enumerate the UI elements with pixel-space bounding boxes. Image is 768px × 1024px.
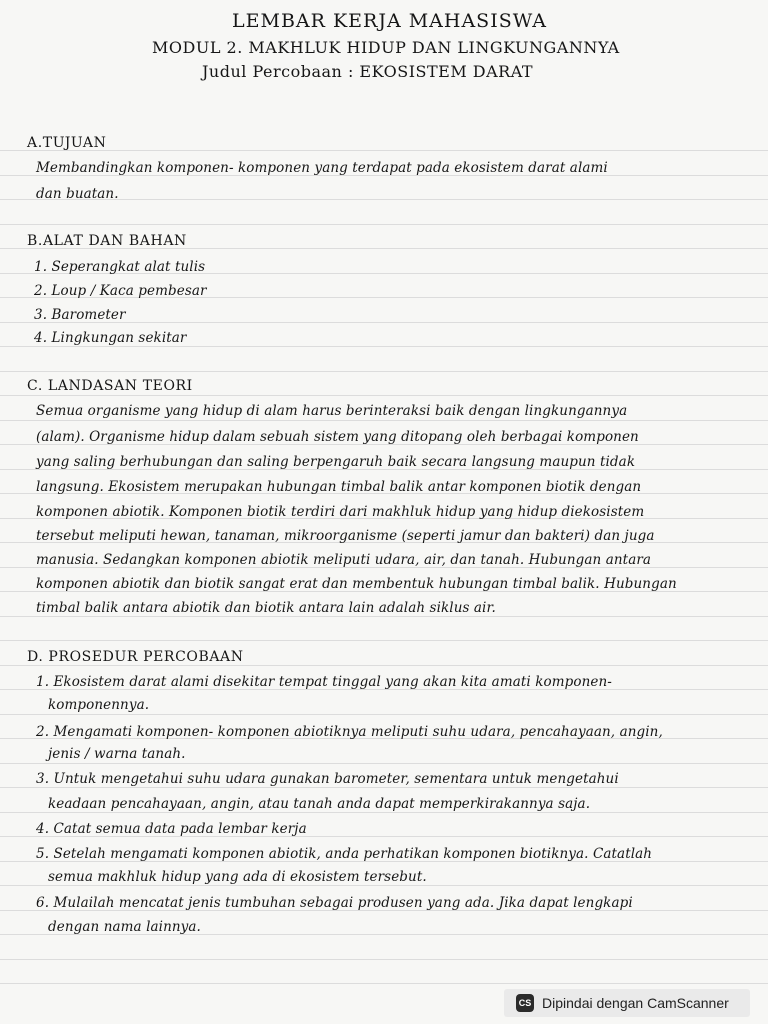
ruled-line	[0, 665, 768, 666]
ruled-line	[0, 150, 768, 151]
ruled-line	[0, 787, 768, 788]
prosedur-line: jenis / warna tanah.	[48, 746, 186, 762]
tujuan-line: Membandingkan komponen- komponen yang terdapat pada ekosistem darat alami	[36, 160, 608, 176]
section-heading-teori: C. LANDASAN TEORI	[27, 378, 193, 394]
teori-line: yang saling berhubungan dan saling berpengaruh baik secara langsung maupun tidak	[36, 454, 636, 470]
ruled-line	[0, 812, 768, 813]
prosedur-line: 1. Ekosistem darat alami disekitar tempat tinggal yang akan kita amati komponen-	[36, 674, 612, 690]
teori-line: komponen abiotik. Komponen biotik terdiri dari makhluk hidup yang hidup diekosistem	[36, 504, 645, 520]
teori-line: timbal balik antara abiotik dan biotik antara lain adalah siklus air.	[36, 600, 496, 616]
prosedur-line: 3. Untuk mengetahui suhu udara gunakan barometer, sementara untuk mengetahui	[36, 771, 619, 787]
module-title: MODUL 2. MAKHLUK HIDUP DAN LINGKUNGANNYA	[152, 38, 620, 57]
teori-line: Semua organisme yang hidup di alam harus berinteraksi baik dengan lingkungannya	[36, 403, 628, 419]
page-title: LEMBAR KERJA MAHASISWA	[232, 10, 548, 32]
ruled-line	[0, 983, 768, 984]
ruled-line	[0, 616, 768, 617]
prosedur-line: semua makhluk hidup yang ada di ekosistem tersebut.	[48, 869, 427, 885]
prosedur-line: komponennya.	[48, 697, 150, 713]
watermark-label: Dipindai dengan CamScanner	[542, 995, 729, 1011]
teori-line: tersebut meliputi hewan, tanaman, mikroorganisme (seperti jamur dan bakteri) dan juga	[36, 528, 655, 544]
section-heading-tujuan: A.TUJUAN	[27, 135, 107, 151]
ruled-line	[0, 714, 768, 715]
alat-item: 2. Loup / Kaca pembesar	[34, 283, 207, 299]
ruled-line	[0, 763, 768, 764]
ruled-line	[0, 885, 768, 886]
camscanner-logo-icon: CS	[516, 994, 534, 1012]
ruled-line	[0, 346, 768, 347]
teori-line: (alam). Organisme hidup dalam sebuah sistem yang ditopang oleh berbagai komponen	[36, 429, 639, 445]
alat-item: 4. Lingkungan sekitar	[34, 330, 187, 346]
tujuan-line: dan buatan.	[36, 186, 119, 202]
teori-line: manusia. Sedangkan komponen abiotik meliputi udara, air, dan tanah. Hubungan antara	[36, 552, 652, 568]
prosedur-line: 4. Catat semua data pada lembar kerja	[36, 821, 307, 837]
section-heading-prosedur: D. PROSEDUR PERCOBAAN	[27, 649, 244, 665]
prosedur-line: dengan nama lainnya.	[48, 919, 201, 935]
teori-line: langsung. Ekosistem merupakan hubungan timbal balik antar komponen biotik dengan	[36, 479, 642, 495]
experiment-title: Judul Percobaan : EKOSISTEM DARAT	[202, 62, 534, 81]
section-heading-alat: B.ALAT DAN BAHAN	[27, 233, 187, 249]
prosedur-line: 2. Mengamati komponen- komponen abiotiknya meliputi suhu udara, pencahayaan, angin,	[36, 724, 663, 740]
teori-line: komponen abiotik dan biotik sangat erat dan membentuk hubungan timbal balik. Hubungan	[36, 576, 677, 592]
alat-item: 1. Seperangkat alat tulis	[34, 259, 206, 275]
ruled-line	[0, 640, 768, 641]
ruled-line	[0, 420, 768, 421]
ruled-line	[0, 371, 768, 372]
prosedur-line: keadaan pencahayaan, angin, atau tanah anda dapat memperkirakannya saja.	[48, 796, 591, 812]
ruled-line	[0, 395, 768, 396]
camscanner-watermark	[504, 989, 750, 1017]
ruled-line	[0, 959, 768, 960]
prosedur-line: 6. Mulailah mencatat jenis tumbuhan sebagai produsen yang ada. Jika dapat lengkapi	[36, 895, 633, 911]
prosedur-line: 5. Setelah mengamati komponen abiotik, anda perhatikan komponen biotiknya. Catatlah	[36, 846, 653, 862]
alat-item: 3. Barometer	[34, 307, 126, 323]
ruled-line	[0, 224, 768, 225]
